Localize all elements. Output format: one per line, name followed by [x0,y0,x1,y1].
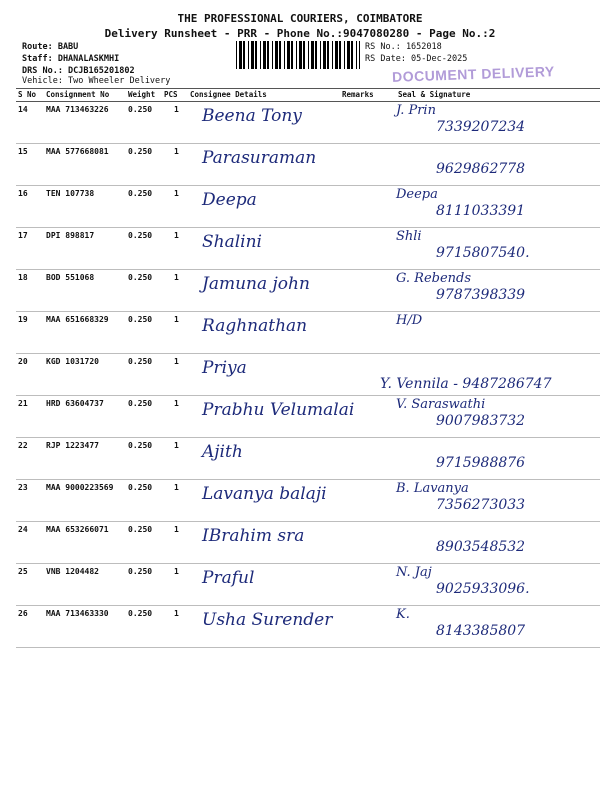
drs-number: DRS No.: DCJB165201802 [22,66,135,76]
row-signature: B. Lavanya [396,481,469,496]
row-weight: 0.250 [128,105,153,114]
row-consignment: MAA 713463226 [46,105,109,114]
row-consignee: Usha Surender [202,610,333,630]
row-sno: 20 [18,357,28,366]
table-row [16,521,600,564]
row-consignee: Parasuraman [202,148,317,168]
row-consignee: Ajith [202,442,243,462]
row-pcs: 1 [174,609,179,618]
col-weight: Weight [128,90,156,99]
col-seal-signature: Seal & Signature [398,90,471,99]
col-consignment: Consignment No [46,90,110,99]
row-consignment: TEN 107738 [46,189,95,198]
row-phone: 7356273033 [436,497,526,513]
row-consignee: Prabhu Velumalai [202,400,355,420]
row-pcs: 1 [174,483,179,492]
table-row [16,395,600,438]
staff-label: Staff: DHANALASKMHI [22,54,120,64]
row-weight: 0.250 [128,273,153,282]
row-sno: 24 [18,525,28,534]
row-sno: 23 [18,483,28,492]
row-pcs: 1 [174,105,179,114]
row-consignment: MAA 713463330 [46,609,109,618]
vehicle-label: Vehicle: Two Wheeler Delivery [22,76,171,86]
row-pcs: 1 [174,147,179,156]
table-row [16,311,600,354]
row-sno: 14 [18,105,28,114]
row-phone: 8903548532 [436,539,526,555]
row-pcs: 1 [174,315,179,324]
row-weight: 0.250 [128,357,153,366]
row-consignment: MAA 651668329 [46,315,109,324]
row-consignee: IBrahim sra [202,526,305,546]
table-row [16,563,600,606]
barcode-icon [236,41,360,69]
row-pcs: 1 [174,525,179,534]
table-row [16,269,600,312]
row-consignee: Jamuna john [202,274,310,294]
row-consignment: BOD 551068 [46,273,95,282]
row-weight: 0.250 [128,483,153,492]
row-consignee: Deepa [202,190,257,210]
row-signature: G. Rebends [396,271,472,286]
row-consignment: MAA 9000223569 [46,483,114,492]
row-phone: 9715988876 [436,455,526,471]
row-phone: 9787398339 [436,287,526,303]
row-phone: 9007983732 [436,413,526,429]
row-weight: 0.250 [128,399,153,408]
row-sno: 26 [18,609,28,618]
row-weight: 0.250 [128,147,153,156]
row-phone: 9025933096. [436,581,530,597]
row-phone: 9715807540. [436,245,530,261]
row-consignment: KGD 1031720 [46,357,99,366]
row-phone: 9629862778 [436,161,526,177]
row-pcs: 1 [174,231,179,240]
row-consignee: Shalini [202,232,262,252]
row-pcs: 1 [174,567,179,576]
table-row [16,605,600,648]
row-consignee: Lavanya balaji [202,484,327,504]
table-row [16,185,600,228]
row-pcs: 1 [174,399,179,408]
row-phone: 8111033391 [436,203,526,219]
route-label: Route: BABU [22,42,79,52]
row-weight: 0.250 [128,189,153,198]
row-signature: K. [396,607,410,622]
company-title: THE PROFESSIONAL COURIERS, COIMBATORE [177,12,423,25]
row-pcs: 1 [174,189,179,198]
row-sno: 25 [18,567,28,576]
col-sno: S No [18,90,37,99]
row-consignment: HRD 63604737 [46,399,104,408]
row-consignee: Beena Tony [202,106,302,126]
row-phone: 8143385807 [436,623,526,639]
row-pcs: 1 [174,357,179,366]
row-pcs: 1 [174,273,179,282]
row-signature: Shli [396,229,422,244]
row-consignment: RJP 1223477 [46,441,99,450]
row-signature: Deepa [396,187,438,202]
col-remarks: Remarks [342,90,374,99]
row-sno: 19 [18,315,28,324]
row-signature: N. Jaj [396,565,432,580]
row-phone: 7339207234 [436,119,526,135]
row-signature: H/D [396,313,423,328]
row-consignment: VNB 1204482 [46,567,99,576]
row-consignee: Raghnathan [202,316,308,336]
row-sno: 16 [18,189,28,198]
row-sno: 22 [18,441,28,450]
table-row [16,143,600,186]
row-pcs: 1 [174,441,179,450]
row-consignment: DPI 898817 [46,231,95,240]
table-row [16,101,600,144]
row-weight: 0.250 [128,609,153,618]
rs-date: RS Date: 05-Dec-2025 [365,54,468,64]
col-consignee: Consignee Details [190,90,267,99]
row-signature: J. Prin [396,103,436,118]
runsheet-subtitle: Delivery Runsheet - PRR - Phone No.:9047080280 - Page No.:2 [104,27,496,40]
rs-number: RS No.: 1652018 [365,42,442,52]
row-weight: 0.250 [128,567,153,576]
table-row [16,437,600,480]
row-weight: 0.250 [128,315,153,324]
row-weight: 0.250 [128,525,153,534]
table-header [16,88,600,102]
col-pcs: PCS [164,90,178,99]
document-delivery-stamp: DOCUMENT DELIVERY [391,63,556,85]
row-sno: 17 [18,231,28,240]
row-consignee: Priya [202,358,247,378]
row-consignment: MAA 577668081 [46,147,109,156]
row-signature: V. Saraswathi [396,397,486,412]
table-row [16,479,600,522]
row-weight: 0.250 [128,441,153,450]
table-row [16,227,600,270]
row-sno: 15 [18,147,28,156]
row-consignee: Praful [202,568,255,588]
row-consignment: MAA 653266071 [46,525,109,534]
row-sno: 21 [18,399,28,408]
extra-signature: Y. Vennila - 9487286747 [380,376,552,392]
row-weight: 0.250 [128,231,153,240]
row-sno: 18 [18,273,28,282]
